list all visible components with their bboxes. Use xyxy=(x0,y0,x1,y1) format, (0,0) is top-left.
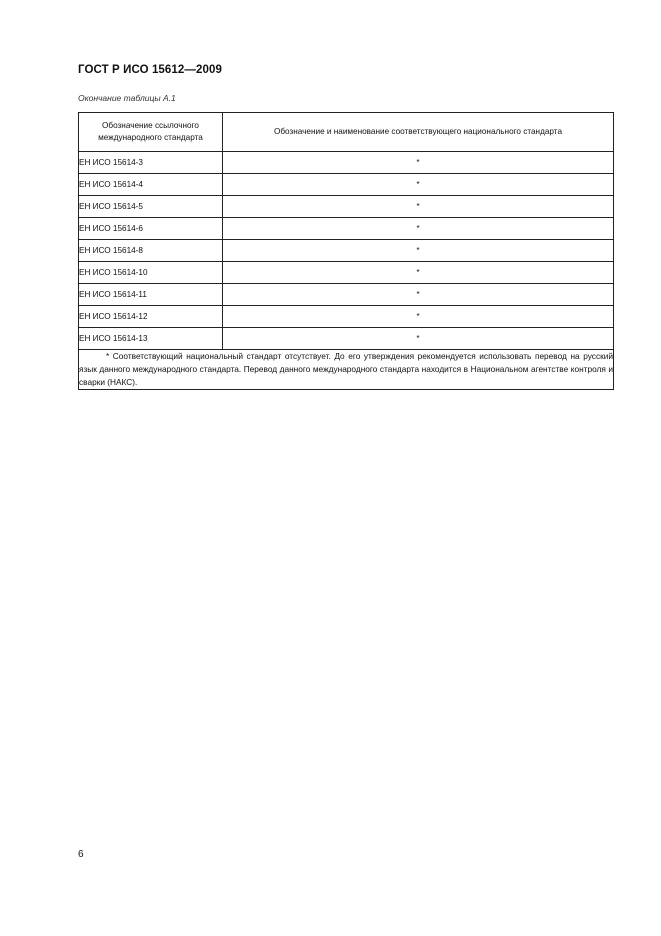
national-cell: * xyxy=(223,240,614,262)
national-cell: * xyxy=(223,328,614,350)
national-cell: * xyxy=(223,262,614,284)
national-cell: * xyxy=(223,174,614,196)
national-cell: * xyxy=(223,152,614,174)
table-row xyxy=(79,196,614,218)
table-row xyxy=(79,240,614,262)
national-cell: * xyxy=(223,196,614,218)
reference-cell: ЕН ИСО 15614-5 xyxy=(79,196,223,218)
table-row xyxy=(79,328,614,350)
national-cell: * xyxy=(223,218,614,240)
national-cell: * xyxy=(223,284,614,306)
reference-cell: ЕН ИСО 15614-12 xyxy=(79,306,223,328)
document-header: ГОСТ Р ИСО 15612—2009 xyxy=(78,64,223,76)
table-row xyxy=(79,218,614,240)
table-row xyxy=(79,284,614,306)
reference-cell: ЕН ИСО 15614-11 xyxy=(79,284,223,306)
reference-cell: ЕН ИСО 15614-13 xyxy=(79,328,223,350)
column-header-reference: Обозначение ссылочного международного стандарта xyxy=(79,113,223,152)
page-number: 6 xyxy=(78,849,84,860)
footnote-row xyxy=(79,350,614,390)
table-row xyxy=(79,174,614,196)
reference-cell: ЕН ИСО 15614-4 xyxy=(79,174,223,196)
table-footnote: * Соответствующий национальный стандарт отсутствует. До его утверждения рекомендуется использовать перевод на русский язык данного международного стандарта. Перевод данного международного стандарта находится в Национальном агентстве контроля и сварки (НАКС). xyxy=(79,351,613,387)
table-header-row xyxy=(79,113,614,152)
table-caption: Окончание таблицы А.1 xyxy=(78,93,176,103)
reference-cell: ЕН ИСО 15614-3 xyxy=(79,152,223,174)
footnote-cell xyxy=(79,350,614,390)
table-row xyxy=(79,152,614,174)
reference-cell: ЕН ИСО 15614-6 xyxy=(79,218,223,240)
national-cell: * xyxy=(223,306,614,328)
standards-table xyxy=(78,112,614,390)
table-row xyxy=(79,262,614,284)
reference-cell: ЕН ИСО 15614-10 xyxy=(79,262,223,284)
table-row xyxy=(79,306,614,328)
reference-cell: ЕН ИСО 15614-8 xyxy=(79,240,223,262)
column-header-national: Обозначение и наименование соответствующего национального стандарта xyxy=(223,113,614,152)
